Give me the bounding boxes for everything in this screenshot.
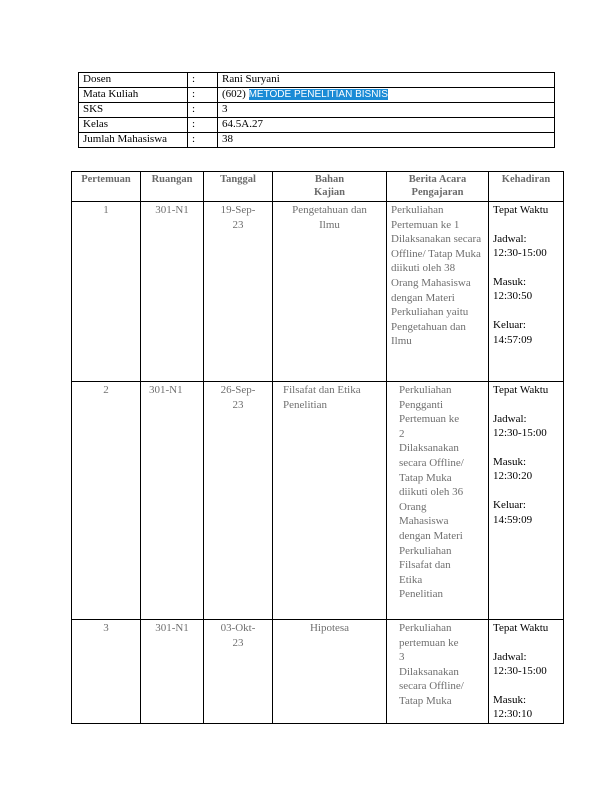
schedule-value: 12:30-15:00 — [493, 247, 547, 260]
header-tanggal: Tanggal — [204, 172, 273, 202]
info-sep: : — [188, 88, 218, 103]
cell-bahan-kajian: Pengetahuan dan Ilmu — [273, 202, 387, 382]
info-row-sks — [79, 103, 555, 118]
cell-kehadiran — [489, 202, 564, 382]
table-row — [72, 382, 564, 620]
info-sep: : — [188, 133, 218, 148]
schedule-value: 12:30-15:00 — [493, 427, 547, 440]
info-label: Dosen — [79, 73, 188, 88]
cell-kehadiran — [489, 382, 564, 620]
cell-berita-acara: Perkuliahan pertemuan ke 3 Dilaksanakan secara Offline/ Tatap Muka — [387, 620, 489, 724]
info-label: SKS — [79, 103, 188, 118]
cell-pertemuan: 1 — [72, 202, 141, 382]
info-value: 3 — [218, 103, 555, 118]
cell-kehadiran — [489, 620, 564, 724]
info-sep: : — [188, 73, 218, 88]
cell-ruangan: 301-N1 — [141, 620, 204, 724]
attendance-table — [71, 171, 564, 724]
check-in-value: 12:30:50 — [493, 290, 533, 303]
info-value: 38 — [218, 133, 555, 148]
cell-tanggal: 19-Sep-23 — [204, 202, 273, 382]
header-bahan-kajian: Bahan Kajian — [273, 172, 387, 202]
schedule-label: Jadwal: — [493, 412, 527, 425]
info-value: 64.5A.27 — [218, 118, 555, 133]
check-in-value: 12:30:10 — [493, 708, 533, 721]
info-row-kelas — [79, 118, 555, 133]
check-in-label: Masuk: — [493, 275, 526, 288]
info-sep: : — [188, 118, 218, 133]
info-label: Jumlah Mahasiswa — [79, 133, 188, 148]
course-code: (602) — [222, 88, 249, 100]
cell-ruangan: 301-N1 — [141, 382, 204, 620]
cell-berita-acara: Perkuliahan Pengganti Pertemuan ke 2 Dilaksanakan secara Offline/ Tatap Muka diikuti oleh 36 Orang Mahasiswa dengan Materi Perkuliahan Filsafat dan Etika Penelitian — [387, 382, 489, 620]
header-berita-acara: Berita Acara Pengajaran — [387, 172, 489, 202]
info-value — [218, 88, 555, 103]
cell-berita-acara: Perkuliahan Pertemuan ke 1 Dilaksanakan secara Offline/ Tatap Muka diikuti oleh 38 Orang Mahasiswa dengan Materi Perkuliahan yaitu Pengetahuan dan Ilmu — [387, 202, 489, 382]
table-header-row — [72, 172, 564, 202]
header-pertemuan: Pertemuan — [72, 172, 141, 202]
attendance-status: Tepat Waktu — [493, 622, 549, 634]
cell-pertemuan: 2 — [72, 382, 141, 620]
table-row — [72, 620, 564, 724]
info-label: Kelas — [79, 118, 188, 133]
info-sep: : — [188, 103, 218, 118]
cell-bahan-kajian: Hipotesa — [273, 620, 387, 724]
cell-bahan-kajian: Filsafat dan Etika Penelitian — [273, 382, 387, 620]
check-in-label: Masuk: — [493, 693, 526, 706]
schedule-label: Jadwal: — [493, 232, 527, 245]
schedule-label: Jadwal: — [493, 650, 527, 663]
check-out-label: Keluar: — [493, 318, 526, 331]
header-kehadiran: Kehadiran — [489, 172, 564, 202]
info-row-mata-kuliah — [79, 88, 555, 103]
info-label: Mata Kuliah — [79, 88, 188, 103]
check-out-label: Keluar: — [493, 498, 526, 511]
info-row-dosen — [79, 73, 555, 88]
attendance-status: Tepat Waktu — [493, 384, 549, 396]
course-name-highlight: METODE PENELITIAN BISNIS — [248, 89, 388, 100]
cell-tanggal: 03-Okt-23 — [204, 620, 273, 724]
check-in-value: 12:30:20 — [493, 470, 533, 483]
table-row — [72, 202, 564, 382]
schedule-value: 12:30-15:00 — [493, 665, 547, 678]
info-value: Rani Suryani — [218, 73, 555, 88]
header-ruangan: Ruangan — [141, 172, 204, 202]
check-out-value: 14:59:09 — [493, 513, 533, 526]
course-info-table — [78, 72, 555, 148]
cell-tanggal: 26-Sep-23 — [204, 382, 273, 620]
attendance-status: Tepat Waktu — [493, 204, 549, 216]
info-row-jumlah-mahasiswa — [79, 133, 555, 148]
cell-ruangan: 301-N1 — [141, 202, 204, 382]
check-in-label: Masuk: — [493, 455, 526, 468]
check-out-value: 14:57:09 — [493, 333, 533, 346]
cell-pertemuan: 3 — [72, 620, 141, 724]
